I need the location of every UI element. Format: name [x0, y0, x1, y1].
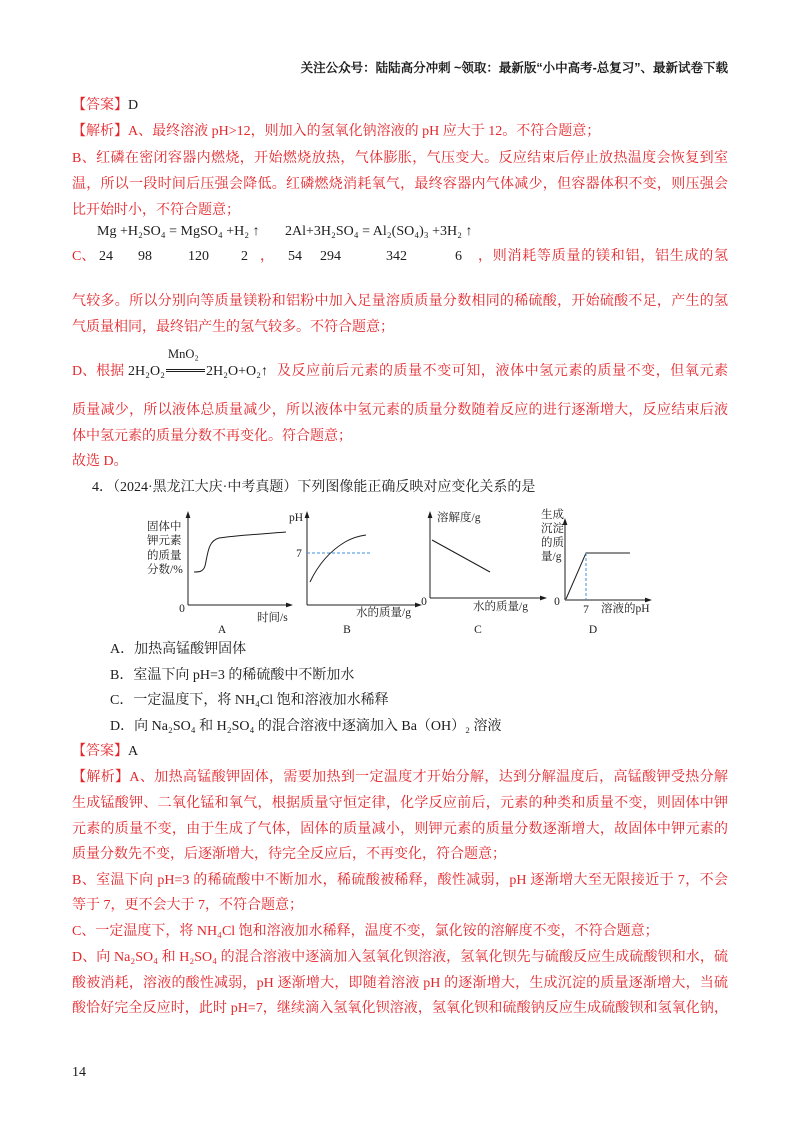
q3-analysis-d-line: 体中氢元素的质量分数不再变化。符合题意； — [72, 429, 352, 444]
reaction-catalyst: MnO₂ — [168, 347, 199, 361]
graph-a-y-label-line: 分数/% — [147, 564, 183, 576]
q4-analysis-line: B、室温下向 pH=3 的稀硫酸中不断加水，稀硫酸被稀释，酸性减弱，pH 逐渐增大至无限接近于 7，不会 — [72, 873, 728, 888]
mass-h2so4-al: 294 — [320, 249, 341, 264]
mass-separator: ， — [260, 249, 274, 264]
graph-d-y-label-line: 生成 — [541, 509, 564, 521]
graph-d-y-label-line: 的质 — [541, 537, 564, 549]
graph-a — [147, 511, 293, 636]
q3-analysis-c-line: 气较多。所以分别向等质量镁粉和铝粉中加入足量溶质质量分数相同的稀硫酸，开始硫酸不足，产生的氢 — [72, 294, 728, 309]
mass-h2: 2 — [241, 249, 248, 264]
mass-al: 54 — [288, 249, 302, 264]
q3-analysis-a: 【解析】A、最终溶液 pH>12，则加入的氢氧化钠溶液的 pH 应大于 12。不符合题意； — [72, 124, 601, 139]
graph-c — [421, 510, 547, 636]
graph-d-y-label-line: 沉淀 — [541, 523, 564, 535]
graph-c-line — [432, 540, 490, 572]
mass-h2so4: 98 — [138, 249, 152, 264]
graph-c-y-label: 溶解度/g — [437, 512, 481, 524]
equation-al: 2Al+3H₂SO₄ = Al₂(SO₄)₃ +3H₂ ↑ — [285, 224, 473, 239]
q4-analysis-line: 酸被消耗，溶液的酸性减弱，pH 逐渐增大，即随着溶液 pH 的逐渐增大，生成沉淀的质量逐渐增大，当硫 — [72, 976, 728, 991]
graph-c-y-axis-arrow — [428, 511, 433, 518]
q4-analysis-line: 质量分数先不变，后逐渐增大，待完全反应后，不再变化，符合题意； — [72, 847, 506, 862]
q4-analysis-line: D、向 Na₂SO₄ 和 H₂SO₄ 的混合溶液中逐滴加入氢氧化钡溶液，氢氧化钡先与硫酸反应生成硫酸钡和水，硫 — [72, 950, 728, 965]
q4-answer-label: 【答案】 — [72, 744, 128, 759]
graph-b-caption: B — [343, 624, 351, 636]
equation-mg: Mg +H₂SO₄ = MgSO₄ +H₂ ↑ — [97, 224, 260, 239]
graph-b-y-axis-arrow — [305, 511, 310, 518]
q3-answer-label: 【答案】 — [72, 98, 128, 113]
page-number: 14 — [72, 1065, 86, 1080]
q3-answer — [72, 96, 728, 116]
q4-option-b: B．室温下向 pH=3 的稀硫酸中不断加水 — [110, 668, 355, 683]
mass-h2-al: 6 — [455, 249, 462, 264]
q3-answer-value: D — [128, 98, 139, 113]
q4-analysis-line: 生成锰酸钾、二氧化锰和氧气，根据质量守恒定律，化学反应前后，元素的种类和质量不变，则固体中钾 — [72, 796, 728, 811]
graph-a-x-label: 时间/s — [257, 612, 288, 624]
graph-a-y-label-line: 钾元素 — [147, 535, 182, 547]
graph-b-y-label: pH — [289, 512, 304, 524]
q3-analysis-b-line: 比开始时小，不符合题意； — [72, 203, 240, 218]
q4-option-c: C．一定温度下，将 NH₄Cl 饱和溶液加水稀释 — [110, 693, 389, 708]
q4-analysis-line: C、一定温度下，将 NH₄Cl 饱和溶液加水稀释，温度不变，氯化铵的溶解度不变，不符合题意； — [72, 924, 659, 939]
graph-d — [541, 507, 652, 636]
mass-al2so43: 342 — [386, 249, 407, 264]
q4-answer-value: A — [128, 744, 139, 759]
graph-c-x-axis-arrow — [540, 596, 547, 601]
graph-d-y-label-line: 量/g — [541, 551, 562, 563]
graph-b-curve — [310, 535, 366, 582]
mass-mgso4: 120 — [188, 249, 209, 264]
q4-option-a: A．加热高锰酸钾固体 — [110, 642, 247, 657]
q3-analysis-d-tail: 及反应前后元素的质量不变可知，液体中氢元素的质量不变，但氧元素 — [277, 364, 728, 379]
graph-d-caption: D — [588, 624, 598, 636]
graph-a-y-label-line: 的质量 — [147, 550, 182, 562]
q4-analysis-line: 酸恰好完全反应时，此时 pH=7，继续滴入氢氧化钡溶液，氢氧化钡和硫酸钠反应生成硫酸钡和氢氧化钠， — [72, 1001, 728, 1016]
graph-b-y-mark: 7 — [296, 548, 302, 560]
q3-analysis-c-line: 气质量相同，最终铝产生的氢气较多。不符合题意； — [72, 320, 394, 335]
graph-a-curve — [194, 532, 286, 572]
q4-analysis-line: 【解析】A、加热高锰酸钾固体，需要加热到一定温度才开始分解，达到分解温度后，高锰酸钾受热分解 — [72, 770, 728, 785]
q4-stem: 4．（2024·黑龙江大庆·中考真题）下列图像能正确反映对应变化关系的是 — [92, 480, 536, 495]
graph-a-origin: 0 — [179, 603, 185, 615]
reaction-products: 2H₂O+O₂↑ — [206, 364, 268, 379]
graph-d-line — [566, 553, 630, 599]
q3-analysis-c-label: C、 — [72, 249, 96, 264]
graph-d-x-label: 溶液的pH — [601, 603, 650, 615]
q3-analysis-b-line: B、红磷在密闭容器内燃烧，开始燃烧放热，气体膨胀，气压变大。反应结束后停止放热温度会恢复到室 — [72, 151, 728, 166]
q3-conclusion: 故选 D。 — [72, 454, 128, 469]
reaction-reactant: 2H₂O₂ — [128, 364, 165, 379]
graph-b — [289, 511, 422, 636]
header-notice: 关注公众号：陆陆高分冲刺 ~领取：最新版“小中高考-总复习”、最新试卷下载 — [300, 61, 728, 75]
q4-graphs — [0, 500, 800, 640]
q4-analysis-line: 等于 7，更不会大于 7，不符合题意； — [72, 898, 303, 913]
graph-a-y-axis-arrow — [186, 511, 191, 518]
graph-c-caption: C — [474, 624, 482, 636]
graph-b-x-label: 水的质量/g — [356, 607, 411, 619]
graph-d-x-axis-arrow — [645, 598, 652, 603]
q4-answer — [72, 742, 728, 762]
q3-analysis-b-line: 温，所以一段时间后压强会降低。红磷燃烧消耗氧气，最终容器内气体减少，但容器体积不变，则压强会 — [72, 177, 728, 192]
mass-mg: 24 — [99, 249, 113, 264]
graph-a-x-axis-arrow — [286, 603, 293, 608]
q3-analysis-d-lead: D、根据 — [72, 364, 125, 379]
graph-a-caption: A — [217, 624, 227, 636]
graph-c-origin: 0 — [421, 596, 427, 608]
q3-analysis-d-line: 质量减少，所以液体总质量减少，所以液体中氢元素的质量分数随着反应的进行逐渐增大，反应结束后液 — [72, 403, 728, 418]
q4-option-d: D．向 Na₂SO₄ 和 H₂SO₄ 的混合溶液中逐滴加入 Ba（OH）₂ 溶液 — [110, 719, 502, 734]
graph-d-x-mark: 7 — [583, 604, 589, 616]
graph-c-x-label: 水的质量/g — [473, 601, 528, 613]
q3-analysis-c-tail: ，则消耗等质量的镁和铝，铝生成的氢 — [478, 249, 728, 264]
graph-d-origin: 0 — [554, 596, 560, 608]
reaction-equals-sign — [166, 369, 205, 372]
q4-analysis-line: 元素的质量不变，由于生成了气体，固体的质量减小，则钾元素的质量分数逐渐增大，故固体中钾元素的 — [72, 822, 728, 837]
graph-a-y-label-line: 固体中 — [147, 521, 182, 533]
